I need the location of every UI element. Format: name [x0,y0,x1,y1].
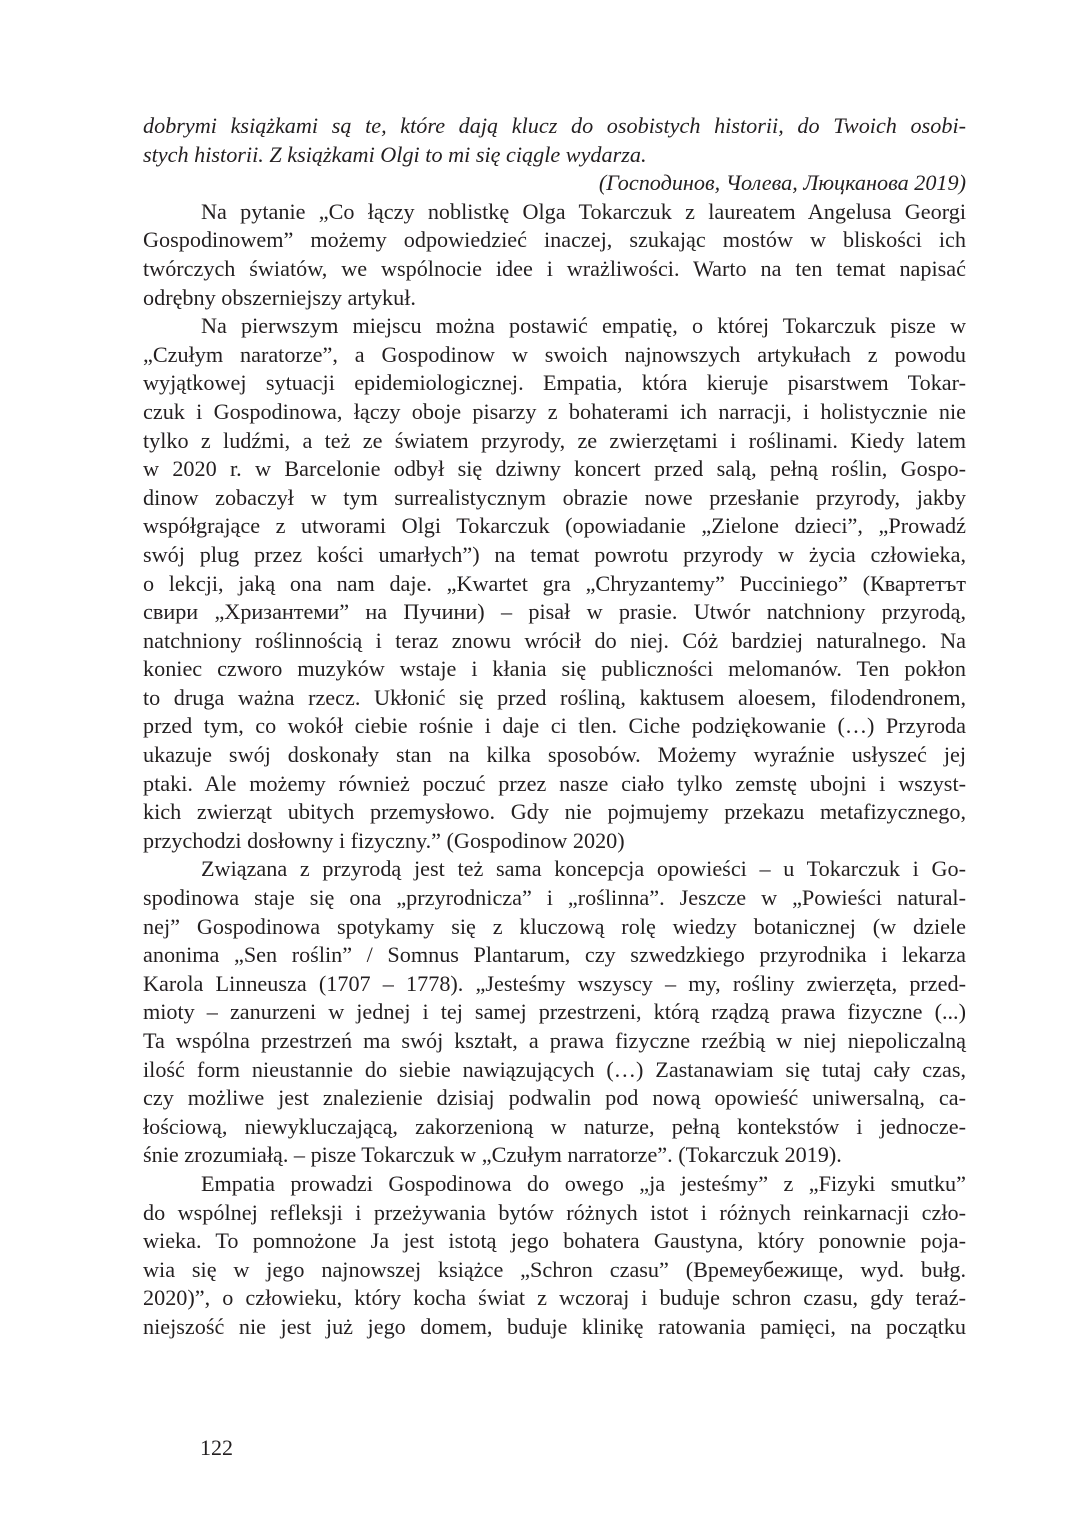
text-line: anonima „Sen roślin” / Somnus Plantarum, czy szwedzkiego przyrodnika i lekarza [143,942,966,968]
text-line: przed tym, co wokół ciebie rośnie i daje ci tlen. Ciche podziękowanie (…) Przyroda [143,713,966,739]
text-line: to druga ważna rzecz. Ukłonić się przed rośliną, kaktusem aloesem, filodendronem, [143,684,966,710]
text-line: niejszość nie jest już jego domem, buduje klinikę ratowania pamięci, na początku [143,1313,966,1339]
text-line: mioty – zanurzeni w jednej i tej samej przestrzeni, którą rządzą prawa fizyczne (...) [143,999,966,1025]
text-line: nej” Gospodinowa spotykamy się z kluczową rolę wiedzy botanicznej (w dziele [143,913,966,939]
text-line: spodinowa staje się ona „przyrodnicza” i „roślinna”. Jeszcze w „Powieści natural- [143,885,966,911]
text-line: tylko z ludźmi, a też ze światem przyrody, ze zwierzętami i roślinami. Kiedy latem [143,427,966,453]
text-line: wyjątkowej sytuacji epidemiologicznej. Empatia, która kieruje pisarstwem Tokar- [143,370,966,396]
text-line: łościową, niewykluczającą, zakorzenioną w naturze, pełną kontekstów i jednocze- [143,1113,966,1139]
paragraph-3 [143,855,966,1170]
text-line: Gospodinowem” możemy odpowiedzieć inaczej, szukając mostów w bliskości ich [143,227,966,253]
text-line: ukazuje swój doskonały stan na kilka sposobów. Możemy wyraźnie usłyszeć jej [143,742,966,768]
text-line: Na pytanie „Co łączy noblistkę Olga Tokarczuk z laureatem Angelusa Georgi [201,198,966,224]
paragraph-1 [143,198,966,312]
paragraph-4 [143,1170,966,1342]
text-line: twórczych światów, we wspólnocie idee i wrażliwości. Warto na ten temat napisać [143,255,966,281]
page-body [143,112,966,1342]
text-line: свири „Хризантеми” на Пучини) – pisał w prasie. Utwór natchniony przyrodą, [143,599,966,625]
text-line: przychodzi dosłowny i fizyczny.” (Gospodinow 2020) [143,827,625,853]
text-line: natchniony roślinnością i teraz znowu wrócił do niej. Cóż bardziej naturalnego. Na [143,627,966,653]
text-line: wia się w jego najnowszej książce „Schron czasu” (Времеубежище, wyd. bułg. [143,1256,966,1282]
quote-block [143,112,966,198]
text-line: wieka. To pomnożone Ja jest istotą jego bohatera Gaustyna, który ponownie poja- [143,1228,966,1254]
text-line: Ta wspólna przestrzeń ma swój kształt, a prawa fizyczne rzeźbią w niej niepoliczalną [143,1028,966,1053]
text-line: „Czułym naratorze”, a Gospodinow w swoich najnowszych artykułach z powodu [143,341,966,367]
text-line: Na pierwszym miejscu można postawić empatię, o której Tokarczuk pisze w [201,313,966,339]
text-line: dinow zobaczył w tym surrealistycznym obrazie nowe przesłanie przyrody, jakby [143,484,966,510]
quote-line: stych historii. Z książkami Olgi to mi się ciągle wydarza. [143,141,647,167]
text-line: do wspólnej refleksji i przeżywania bytów różnych istot i różnych reinkarnacji czło- [143,1199,966,1225]
text-line: współgrające z utworami Olgi Tokarczuk (opowiadanie „Zielone dzieci”, „Prowadź [143,513,966,539]
text-line: w 2020 r. w Barcelonie odbył się dziwny koncert przed salą, pełną roślin, Gospo- [143,456,966,482]
text-line: Empatia prowadzi Gospodinowa do owego „ja jesteśmy” z „Fizyki smutku” [201,1170,966,1196]
text-line: śnie zrozumiałą. – pisze Tokarczuk w „Czułym narratorze”. (Tokarczuk 2019). [143,1142,842,1168]
text-line: o lekcji, jaką ona nam daje. „Kwartet gra „Chryzantemy” Pucciniego” (Квартетът [143,570,966,596]
text-line: koniec czworo muzyków wstaje i kłania się publiczności melomanów. Ten pokłon [143,656,966,682]
text-line: kich zwierząt ubitych przemysłowo. Gdy nie pojmujemy przekazu metafizycznego, [143,799,966,825]
quote-citation: (Господинов, Чолева, Люцканова 2019) [598,170,966,196]
quote-line: dobrymi książkami są te, które dają klucz do osobistych historii, do Twoich osobi- [143,113,966,138]
text-line: czuk i Gospodinowa, łączy oboje pisarzy z bohaterami ich narracji, i holistycznie nie [143,398,966,424]
text-line: ptaki. Ale możemy również poczuć przez nasze ciało tylko zemstę ubojni i wszyst- [143,770,966,796]
text-line: czy możliwe jest znalezienie dzisiaj podwalin pod nową opowieść uniwersalną, ca- [143,1085,966,1111]
text-line: odrębny obszerniejszy artykuł. [143,284,416,310]
text-line: swój plug przez kości umarłych”) na temat powrotu przyrody w życia człowieka, [143,541,966,567]
text-line: Związana z przyrodą jest też sama koncepcja opowieści – u Tokarczuk i Go- [201,856,966,882]
text-line: 2020)”, o człowieku, który kocha świat z wczoraj i buduje schron czasu, gdy teraź- [143,1285,966,1311]
text-line: ilość form nieustannie do siebie nawiązujących (…) Zastanawiam się tutaj cały czas, [143,1056,966,1082]
text-line: Karola Linneusza (1707 – 1778). „Jesteśmy wszyscy – my, rośliny zwierzęta, przed- [143,970,966,996]
page-number: 122 [200,1435,233,1460]
paragraph-2 [143,312,966,855]
